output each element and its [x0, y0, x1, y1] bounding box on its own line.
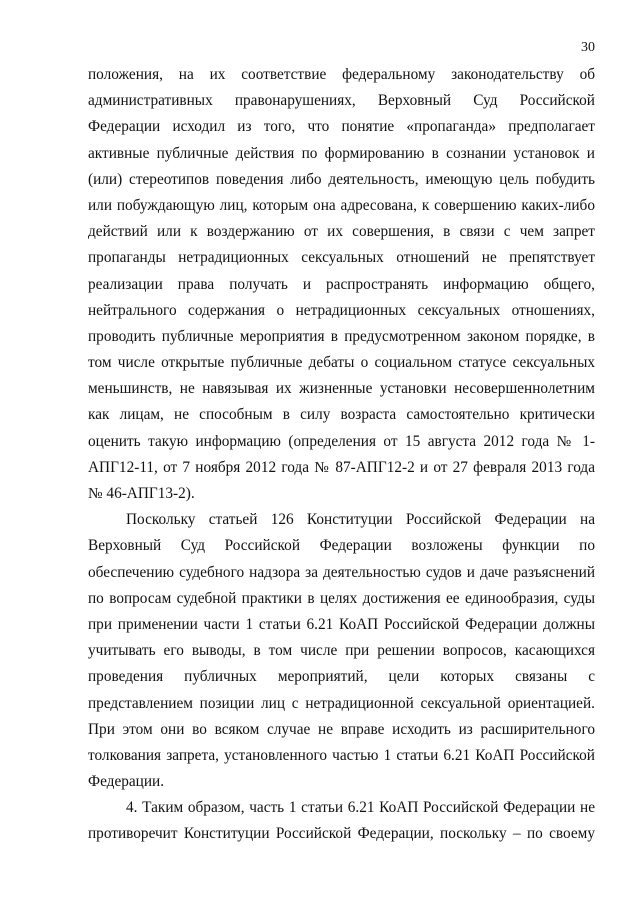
text-line: положения, на их соответствие федеральному законодательству об [88, 66, 595, 83]
text-line: оценить такую информацию (определения от 15 августа 2012 года № 1- [88, 432, 595, 450]
text-line: Федерации. [88, 773, 165, 791]
text-line: меньшинств, не навязывая их жизненные установки несовершеннолетним [88, 380, 595, 398]
text-line: при применении части 1 статьи 6.21 КоАП Российской Федерации должны [88, 615, 595, 633]
text-line: представлением позиции лиц с нетрадиционной сексуальной ориентацией. [88, 694, 595, 712]
text-line: учитывать его выводы, в том числе при решении вопросов, касающихся [88, 642, 595, 660]
text-line: Верховный Суд Российской Федерации возложены функции по [88, 537, 595, 555]
text-line: Федерации исходил из того, что понятие «пропаганда» предполагает [88, 118, 595, 136]
text-line: Поскольку статьей 126 Конституции Российской Федерации на [126, 511, 595, 529]
text-line: При этом они во всяком случае не вправе исходить из расширительного [88, 720, 595, 738]
text-line: по вопросам судебной практики в целях достижения ее единообразия, суды [88, 589, 595, 607]
text-line: № 46-АПГ13-2). [88, 485, 195, 502]
text-line: обеспечению судебного надзора за деятельностью судов и даче разъяснений [88, 563, 595, 581]
text-line: или побуждающую лиц, которым она адресована, к совершению каких-либо [88, 196, 595, 214]
document-body [88, 62, 595, 848]
text-line: административных правонарушениях, Верховный Суд Российской [88, 92, 595, 110]
text-line: нейтрального содержания о нетрадиционных сексуальных отношениях, [88, 301, 595, 319]
text-line: том числе открытые публичные дебаты о социальном статусе сексуальных [88, 354, 595, 372]
text-line: как лицам, не способным в силу возраста самостоятельно критически [88, 406, 595, 424]
text-line: 4. Таким образом, часть 1 статьи 6.21 КоАП Российской Федерации не [126, 799, 595, 817]
page-number: 30 [581, 40, 595, 55]
paragraph [88, 795, 595, 847]
text-line: активные публичные действия по формированию в сознании установок и [88, 144, 595, 162]
text-line: действий или к воздержанию от их совершения, в связи с чем запрет [88, 223, 595, 241]
text-line: АПГ12-11, от 7 ноября 2012 года № 87-АПГ12-2 и от 27 февраля 2013 года [88, 458, 595, 476]
paragraph [88, 507, 595, 795]
paragraph [88, 62, 595, 507]
text-line: (или) стереотипов поведения либо деятельность, имеющую цель побудить [88, 170, 595, 188]
text-line: толкования запрета, установленного частью 1 статьи 6.21 КоАП Российской [88, 746, 595, 764]
text-line: реализации права получать и распространять информацию общего, [88, 275, 595, 293]
text-line: проводить публичные мероприятия в предусмотренном законом порядке, в [88, 327, 595, 345]
text-line: проведения публичных мероприятий, цели которых связаны с [88, 668, 595, 686]
text-line: противоречит Конституции Российской Федерации, поскольку – по своему [88, 825, 595, 843]
text-line: пропаганды нетрадиционных сексуальных отношений не препятствует [88, 249, 595, 267]
